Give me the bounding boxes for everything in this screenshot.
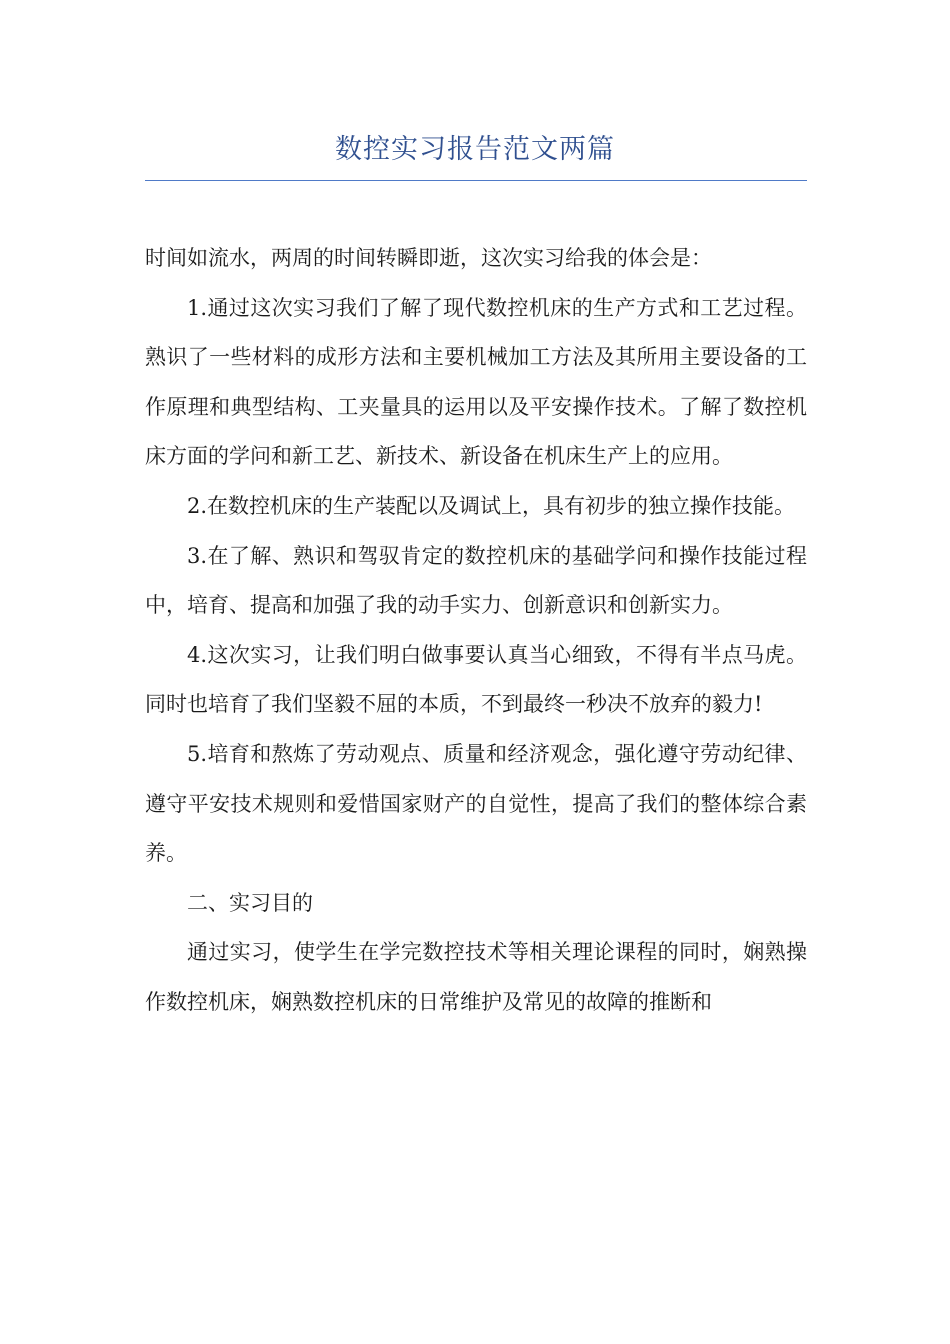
paragraph-point-3: 3.在了解、熟识和驾驭肯定的数控机床的基础学问和操作技能过程中，培育、提高和加强了我的动手实力、创新意识和创新实力。 [145,543,807,618]
paragraph-point-4: 4.这次实习，让我们明白做事要认真当心细致，不得有半点马虎。同时也培育了我们坚毅不屈的本质，不到最终一秒决不放弃的毅力! [145,642,807,717]
section-heading-purpose: 二、实习目的 [187,890,313,915]
paragraph-intro: 时间如流水，两周的时间转瞬即逝，这次实习给我的体会是： [145,246,712,270]
document-body [145,234,807,1028]
document-title: 数控实习报告范文两篇 [335,134,615,165]
paragraph-point-2: 2.在数控机床的生产装配以及调试上，具有初步的独立操作技能。 [187,493,796,518]
paragraph-point-1: 1.通过这次实习我们了解了现代数控机床的生产方式和工艺过程。熟识了一些材料的成形方法和主要机械加工方法及其所用主要设备的工作原理和典型结构、工夹量具的运用以及平安操作技术。了解了数控机床方面的学问和新工艺、新技术、新设备在机床生产上的应用。 [145,295,807,469]
paragraph-purpose: 通过实习，使学生在学完数控技术等相关理论课程的同时，娴熟操作数控机床，娴熟数控机床的日常维护及常见的故障的推断和 [145,940,807,1014]
paragraph-point-5: 5.培育和熬炼了劳动观点、质量和经济观念，强化遵守劳动纪律、遵守平安技术规则和爱惜国家财产的自觉性，提高了我们的整体综合素养。 [145,741,807,866]
title-underline [145,180,807,181]
